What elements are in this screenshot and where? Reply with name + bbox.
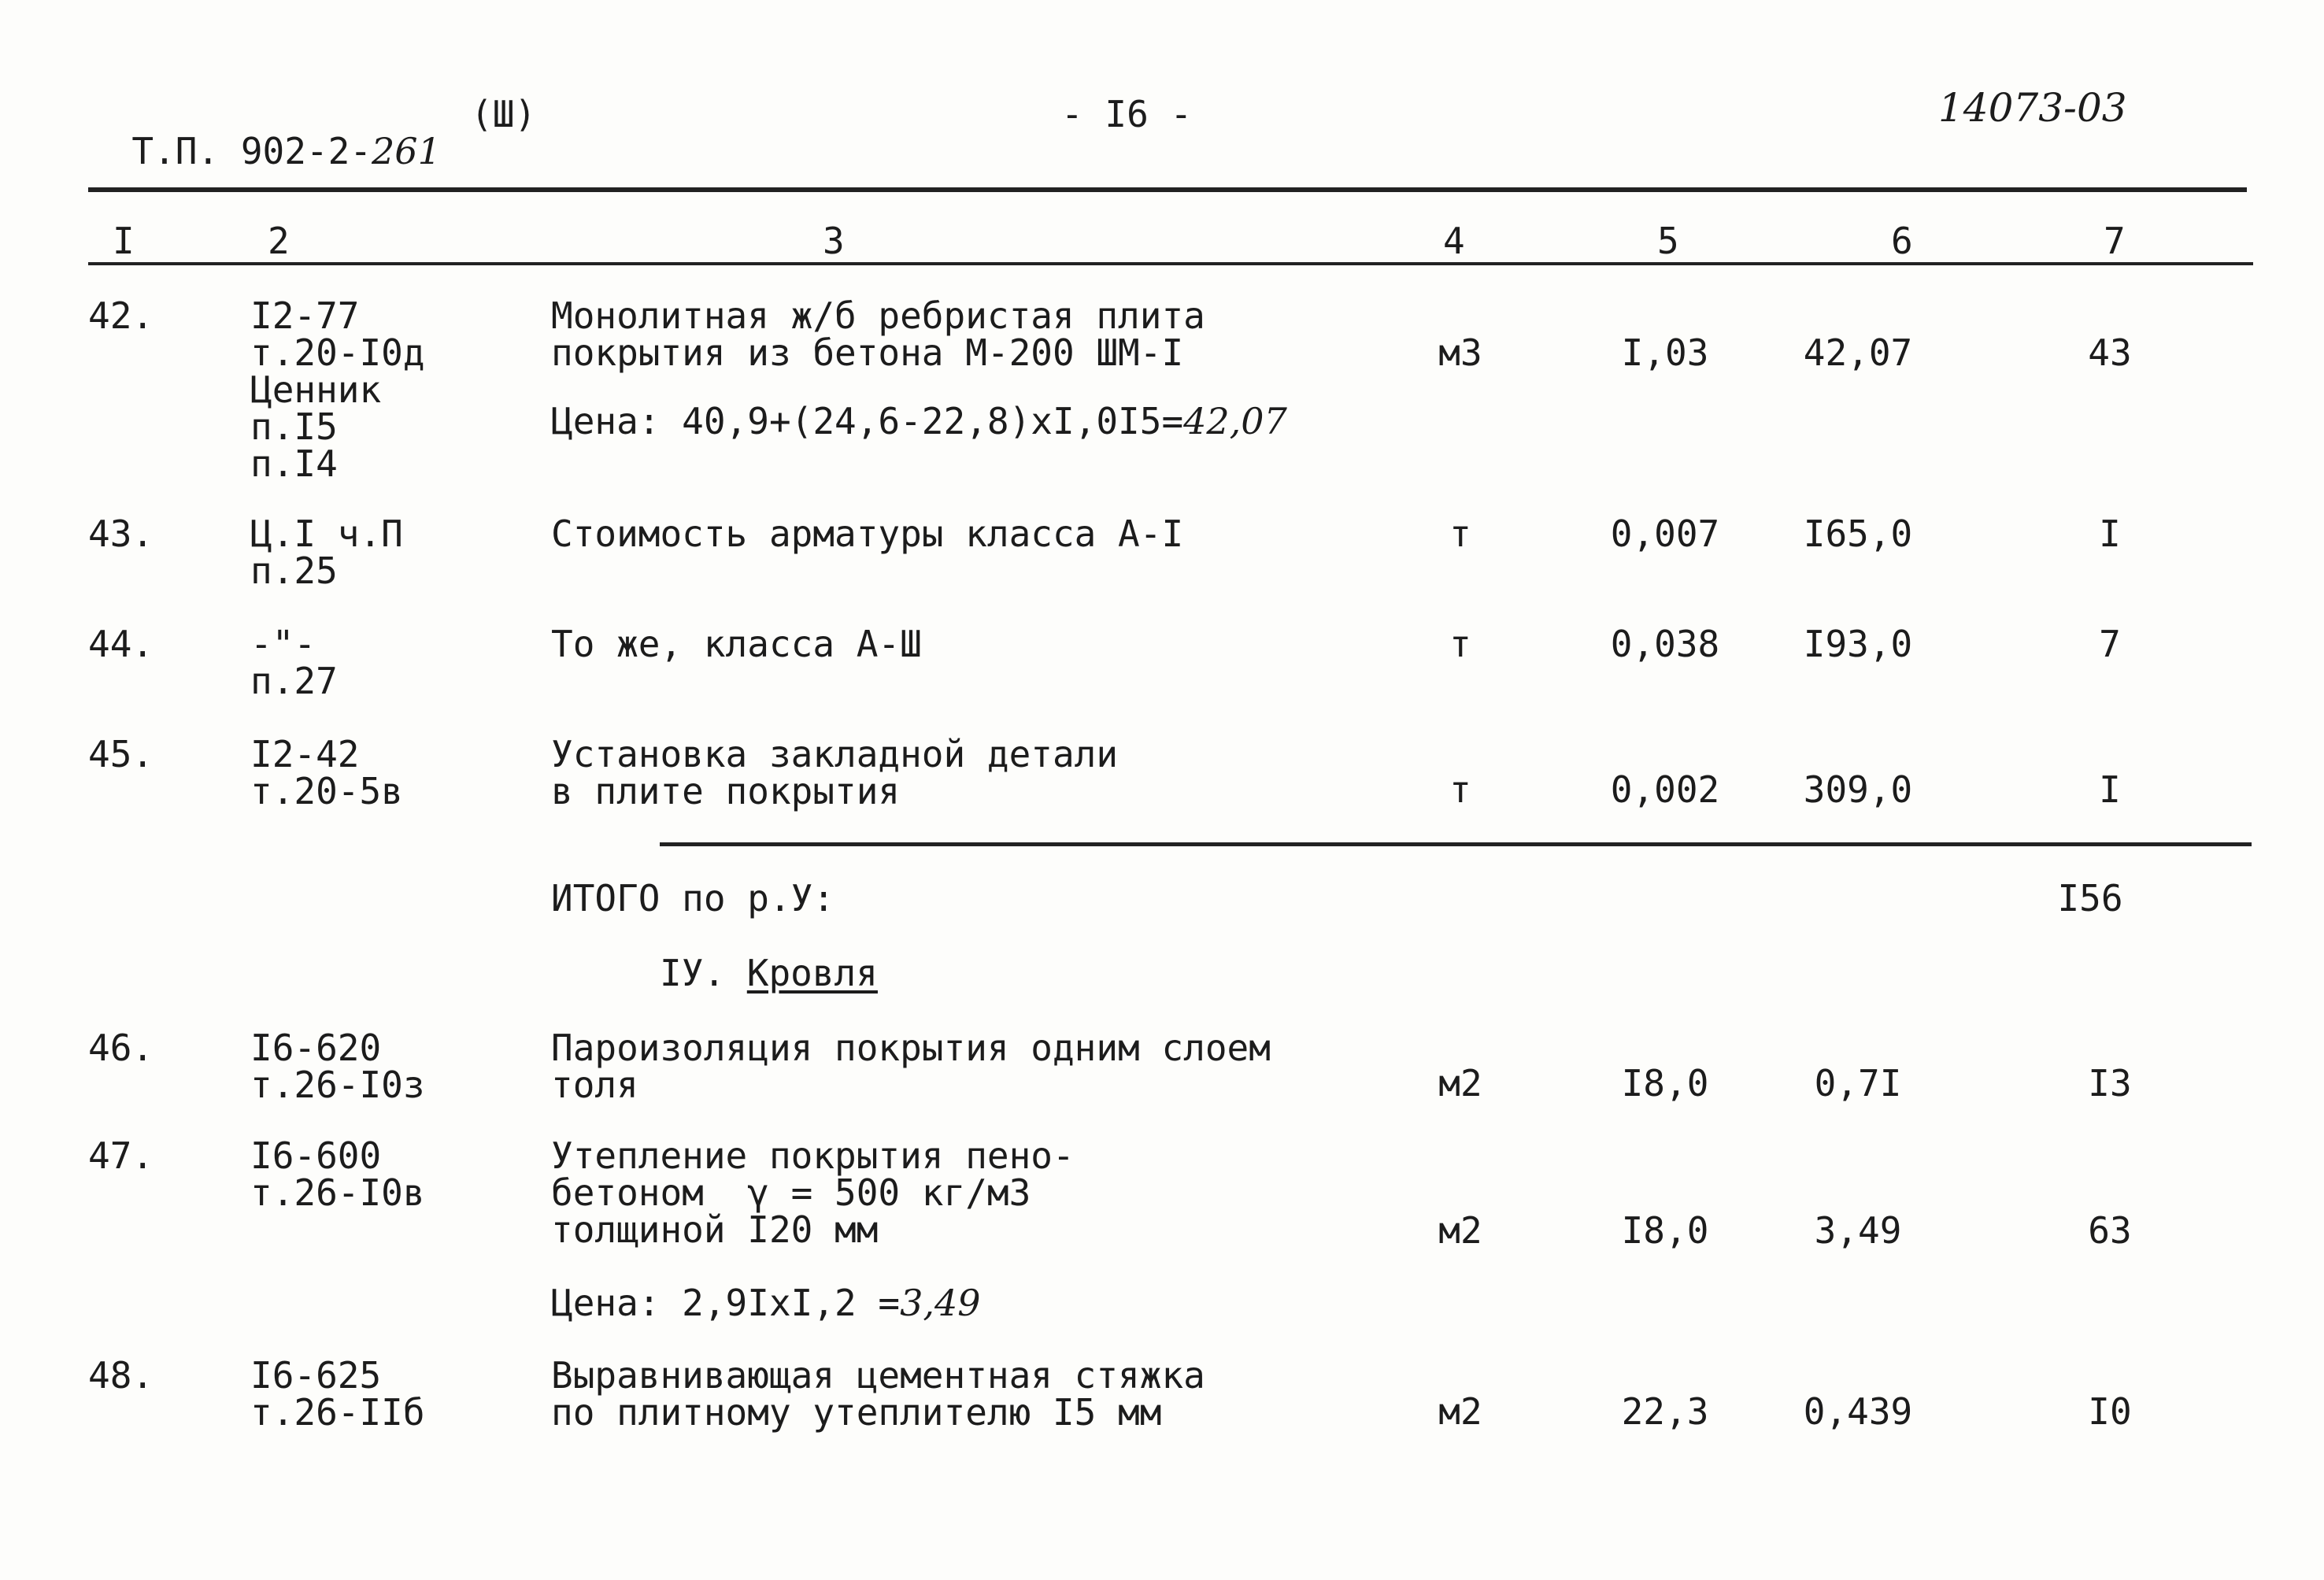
column-header-rule (88, 262, 2253, 265)
subtotal-label: ИТОГО по р.У: (551, 877, 835, 920)
norm-code: -"- п.27 (250, 623, 338, 702)
quantity: I8,0 (1621, 1062, 1709, 1105)
section-heading (660, 952, 878, 994)
price-note-handwritten: 42,07 (1183, 400, 1287, 442)
unit: т (1449, 623, 1471, 665)
total-cost: I0 (2088, 1390, 2132, 1433)
quantity: I,03 (1621, 331, 1709, 374)
doc-designation (88, 96, 441, 170)
subtotal-value: I56 (2057, 877, 2123, 920)
work-description: Утепление покрытия пено- бетоном γ = 500 кг/м3 толщиной I20 мм (551, 1134, 1075, 1251)
doc-number-handwritten: 261 (372, 130, 441, 172)
norm-code: I6-600 т.26-I0в (250, 1134, 425, 1214)
norm-code: I2-42 т.20-5в (250, 733, 403, 812)
column-header-2: 2 (268, 220, 290, 262)
section-number: IУ. (660, 952, 747, 994)
quantity: 0,038 (1610, 623, 1720, 665)
column-header-3: 3 (823, 220, 845, 262)
work-description: Монолитная ж/б ребристая плита покрытия из бетона М-200 ШМ-I (551, 294, 1205, 374)
price-note-handwritten: 3,49 (900, 1282, 981, 1324)
total-cost: 7 (2099, 623, 2121, 665)
unit: м2 (1438, 1209, 1482, 1252)
total-cost: 63 (2088, 1209, 2132, 1252)
doc-prefix: Т.П. 902-2- (131, 130, 372, 172)
column-header-5: 5 (1657, 220, 1679, 262)
row-number: 42. (88, 294, 154, 337)
unit: м2 (1438, 1062, 1482, 1105)
norm-code: Ц.I ч.П п.25 (250, 512, 403, 592)
column-header-7: 7 (2104, 220, 2126, 262)
row-number: 48. (88, 1354, 154, 1397)
work-description: Пароизоляция покрытия одним слоем толя (551, 1027, 1271, 1106)
unit: м2 (1438, 1390, 1482, 1433)
unit-price: 309,0 (1803, 768, 1913, 811)
total-cost: I (2099, 768, 2121, 811)
work-description: Стоимость арматуры класса А-I (551, 512, 1184, 555)
unit-price: 0,439 (1803, 1390, 1913, 1433)
unit-price: I65,0 (1803, 512, 1913, 555)
header-rule (88, 187, 2247, 192)
work-description: Установка закладной детали в плите покрытия (551, 733, 1119, 812)
quantity: I8,0 (1621, 1209, 1709, 1252)
work-description: Выравнивающая цементная стяжка по плитному утеплителю I5 мм (551, 1354, 1205, 1434)
archive-number: 14073-03 (1938, 85, 2127, 131)
price-note: Цена: 2,9IхI,2 =3,49 (551, 1282, 981, 1324)
unit: т (1449, 512, 1471, 555)
total-cost: I3 (2088, 1062, 2132, 1105)
row-number: 47. (88, 1134, 154, 1177)
row-number: 43. (88, 512, 154, 555)
unit-price: 0,7I (1814, 1062, 1902, 1105)
column-header-6: 6 (1891, 220, 1913, 262)
norm-code: I6-625 т.26-IIб (250, 1354, 425, 1434)
doc-part: (Ш) (471, 93, 537, 135)
price-note: Цена: 40,9+(24,6-22,8)хI,0I5=42,07 (551, 400, 1287, 442)
row-number: 45. (88, 733, 154, 775)
total-cost: I (2099, 512, 2121, 555)
quantity: 22,3 (1621, 1390, 1709, 1433)
row-number: 44. (88, 623, 154, 665)
page-number: - I6 - (1061, 93, 1193, 135)
subtotal-rule (660, 842, 2252, 846)
quantity: 0,002 (1610, 768, 1720, 811)
work-description: То же, класса А-Ш (551, 623, 922, 665)
total-cost: 43 (2088, 331, 2132, 374)
quantity: 0,007 (1610, 512, 1720, 555)
column-header-1: I (113, 220, 135, 262)
unit: м3 (1438, 331, 1482, 374)
norm-code: I2-77 т.20-I0д Ценник п.I5 п.I4 (250, 294, 425, 485)
unit-price: 42,07 (1803, 331, 1913, 374)
norm-code: I6-620 т.26-I0з (250, 1027, 425, 1106)
column-header-4: 4 (1443, 220, 1465, 262)
section-title: Кровля (746, 952, 878, 994)
row-number: 46. (88, 1027, 154, 1069)
unit-price: 3,49 (1814, 1209, 1902, 1252)
unit: т (1449, 768, 1471, 811)
unit-price: I93,0 (1803, 623, 1913, 665)
